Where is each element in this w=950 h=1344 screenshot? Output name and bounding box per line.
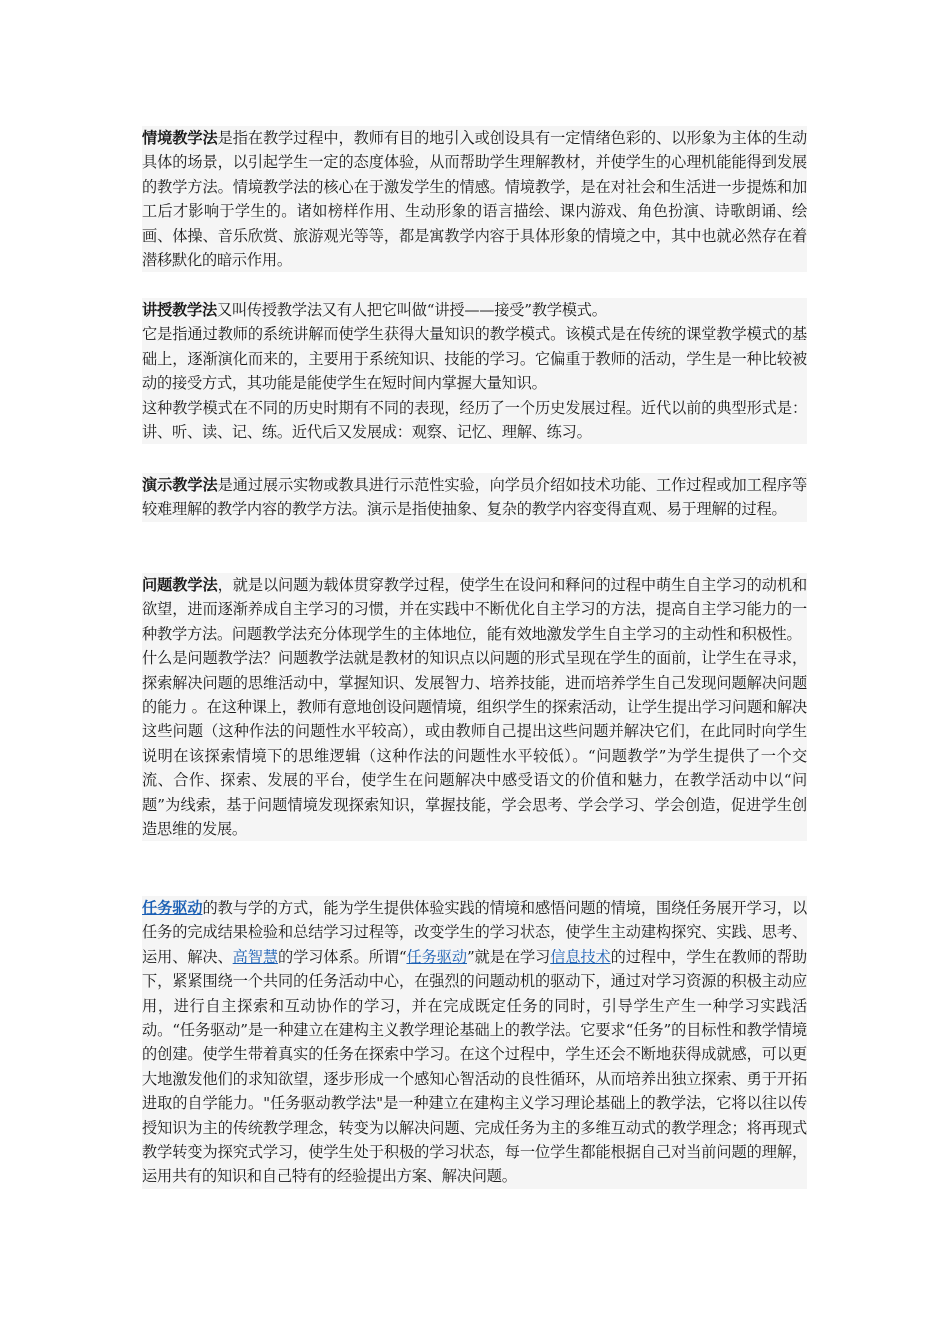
section-demonstration-teaching (142, 473, 807, 522)
paragraph-text: ，就是以问题为载体贯穿教学过程，使学生在设问和释问的过程中萌生自主学习的动机和欲望，进而逐渐养成自主学习的习惯，并在实践中不断优化自主学习的方法，提高自主学习能力的一种教学方法。问题教学法充分体现学生的主体地位，能有效地激发学生自主学习的主动性和积极性。 (142, 576, 807, 643)
link-task-driven-inline[interactable]: 任务驱动 (406, 947, 467, 966)
section-problem-teaching (142, 573, 807, 841)
paragraph-text: 的过程中，学生在教师的帮助下，紧紧围绕一个共同的任务活动中心，在强烈的问题动机的驱动下，通过对学习资源的积极主动应用，进行自主探索和互动协作的学习，并在完成既定任务的同时，引导学生产生一种学习实践活动。“任务驱动”是一种建立在建构主义教学理论基础上的教学法。它要求“任务”的目标性和教学情境的创建。使学生带着真实的任务在探索中学习。在这个过程中，学生还会不断地获得成就感，可以更大地激发他们的求知欲望，逐步形成一个感知心智活动的良性循环，从而培养出独立探索、勇于开拓进取的自学能力。"任务驱动教学法"是一种建立在建构主义学习理论基础上的教学法，它将以往以传授知识为主的传统教学理念，转变为以解决问题、完成任务为主的多维互动式的教学理念；将再现式教学转变为探究式学习，使学生处于积极的学习状态，每一位学生都能根据自己对当前问题的理解，运用共有的知识和自己特有的经验提出方案、解决问题。 (142, 947, 807, 1186)
paragraph (142, 473, 807, 522)
paragraph-text: 的学习体系。所谓“ (277, 947, 407, 966)
section-task-driven-teaching (142, 896, 807, 1189)
paragraph-text: 的教与学的方式，能为学生提供体验实践的情境和感悟问题的情境，围绕任务展开学习，以任务的完成结果检验和总结学习过程等，改变学生的学习状态，使学生主动建构探究、实践、思考、运用、解决、 (142, 899, 807, 966)
paragraph (142, 298, 807, 322)
section-situational-teaching (142, 126, 807, 272)
section-lecture-teaching (142, 298, 807, 444)
link-task-driven[interactable]: 任务驱动 (142, 899, 203, 917)
paragraph: 它是指通过教师的系统讲解而使学生获得大量知识的教学模式。该模式是在传统的课堂教学模式的基础上，逐渐演化而来的，主要用于系统知识、技能的学习。它偏重于教师的活动，学生是一种比较被动的接受方式，其功能是能使学生在短时间内掌握大量知识。 (142, 325, 807, 393)
paragraph-text: 是指在教学过程中，教师有目的地引入或创设具有一定情绪色彩的、以形象为主体的生动具体的场景，以引起学生一定的态度体验，从而帮助学生理解教材，并使学生的心理机能能得到发展的教学方法。情境教学法的核心在于激发学生的情感。情境教学，是在对社会和生活进一步提炼和加工后才影响于学生的。诸如榜样作用、生动形象的语言描绘、课内游戏、角色扮演、诗歌朗诵、绘画、体操、音乐欣赏、旅游观光等等，都是寓教学内容于具体形象的情境之中，其中也就必然存在着潜移默化的暗示作用。 (142, 129, 807, 270)
term-heading: 问题教学法 (142, 576, 218, 594)
paragraph-text: 是通过展示实物或教具进行示范性实验，向学员介绍如技术功能、工作过程或加工程序等较难理解的教学内容的教学方法。演示是指使抽象、复杂的教学内容变得直观、易于理解的过程。 (142, 476, 807, 519)
paragraph-text: ”就是在学习 (467, 947, 551, 966)
paragraph (142, 896, 807, 1189)
term-heading: 情境教学法 (142, 129, 218, 147)
paragraph (142, 126, 807, 272)
link-high-wisdom[interactable]: 高智慧 (232, 947, 278, 966)
link-information-technology[interactable]: 信息技术 (550, 947, 611, 966)
term-heading: 讲授教学法 (142, 301, 217, 319)
paragraph: 什么是问题教学法？问题教学法就是教材的知识点以问题的形式呈现在学生的面前，让学生在寻求，探索解决问题的思维活动中，掌握知识、发展智力、培养技能，进而培养学生自己发现问题解决问题的能力 。在这种课上，教师有意地创设问题情境，组织学生的探索活动，让学生提出学习问题和解决这些问题（这种作法的问题性水平较高），或由教师自己提出这些问题并解决它们，在此同时向学生说明在该探索情境下的思维逻辑（这种作法的问题性水平较低）。“问题教学”为学生提供了一个交流、合作、探索、发展的平台，使学生在问题解决中感受语文的价值和魅力，在教学活动中以“问题”为线索，基于问题情境发现探索知识，掌握技能，学会思考、学会学习、学会创造，促进学生创造思维的发展。 (142, 649, 807, 839)
term-heading: 演示教学法 (142, 476, 218, 494)
paragraph: 这种教学模式在不同的历史时期有不同的表现，经历了一个历史发展过程。近代以前的典型形式是：讲、听、读、记、练。近代后又发展成：观察、记忆、理解、练习。 (142, 398, 807, 442)
paragraph-text: 又叫传授教学法又有人把它叫做“讲授——接受”教学模式。 (216, 301, 607, 319)
paragraph (142, 573, 807, 646)
